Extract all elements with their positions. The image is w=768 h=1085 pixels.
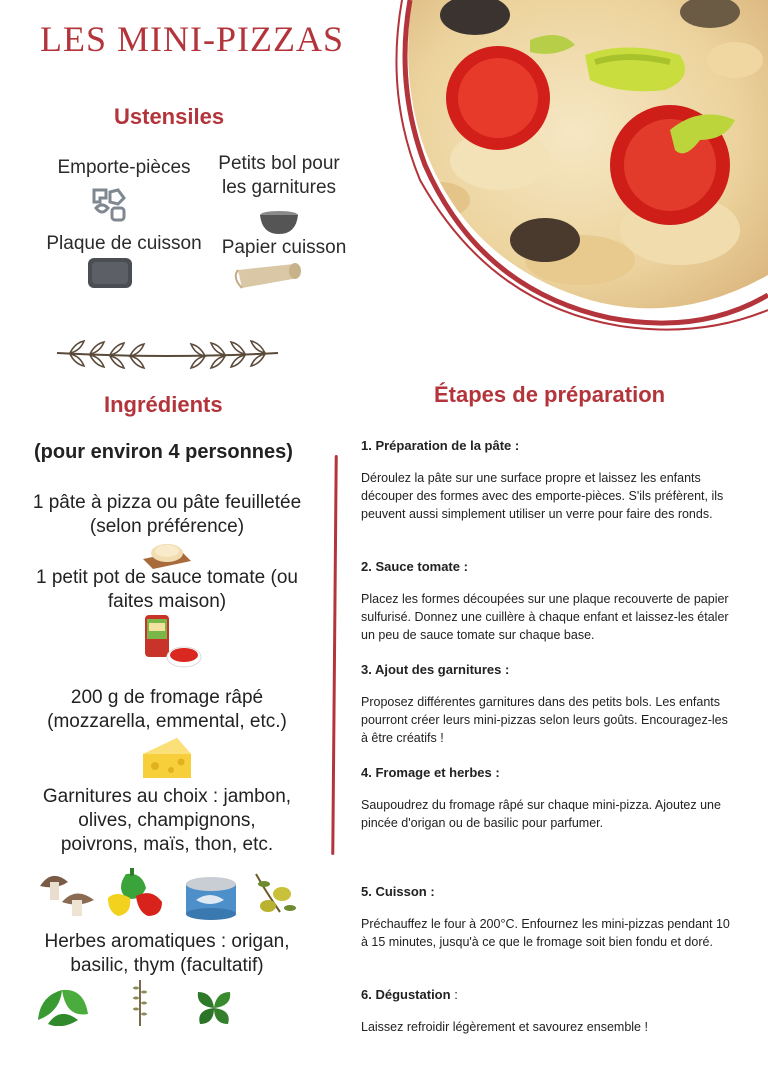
- ingredient-herbs: Herbes aromatiques : origan, basilic, thym (facultatif): [44, 931, 290, 976]
- ingredient-tomato-sauce: 1 petit pot de sauce tomate (ou faites maison): [36, 567, 298, 612]
- pizza-photo: [380, 0, 768, 335]
- tomato-sauce-icon: [142, 613, 204, 671]
- ustensiles-title: Ustensiles: [114, 104, 225, 129]
- step-6-title-suffix: :: [450, 987, 458, 1002]
- laurel-branch-divider: [55, 335, 280, 371]
- step-1-text: Déroulez la pâte sur une surface propre et laissez les enfants découper des formes avec des emporte-pièces. S'ils préfèrent, ils peuvent aussi simplement utiliser un verre pour faire des ronds.: [361, 471, 724, 521]
- basil-icon: [34, 984, 92, 1026]
- step-2: [361, 559, 731, 644]
- steps-title: Étapes de préparation: [434, 382, 666, 407]
- step-3: [361, 662, 731, 747]
- ingredient-toppings: Garnitures au choix : jambon, olives, champignons, poivrons, maïs, thon, etc.: [42, 786, 292, 855]
- parchment-roll-icon: [232, 260, 304, 290]
- tool-label-baking-tray: Plaque de cuisson: [46, 233, 202, 254]
- column-divider: [331, 455, 337, 855]
- page-title: LES MINI-PIZZAS: [40, 19, 344, 59]
- step-1: [361, 438, 731, 523]
- step-5-text: Préchauffez le four à 200°C. Enfournez les mini-pizzas pendant 10 à 15 minutes, jusqu'à ce que le fromage soit bien fondu et doré.: [361, 917, 730, 949]
- baking-tray-icon: [87, 257, 133, 289]
- tuna-can-icon: [184, 876, 238, 920]
- step-4-text: Saupoudrez du fromage râpé sur chaque mini-pizza. Ajoutez une pincée d'origan ou de basilic pour parfumer.: [361, 798, 721, 830]
- step-6-text: Laissez refroidir légèrement et savourez ensemble !: [361, 1020, 648, 1034]
- step-1-title: 1. Préparation de la pâte :: [361, 438, 520, 453]
- step-3-title: 3. Ajout des garnitures :: [361, 662, 510, 677]
- tool-label-cookie-cutters: Emporte-pièces: [57, 157, 191, 178]
- mushroom-icon: [38, 868, 98, 918]
- cheese-icon: [141, 736, 193, 784]
- cookie-cutters-icon: [90, 186, 128, 224]
- step-2-text: Placez les formes découpées sur une plaque recouverte de papier sulfurisé. Donnez une cuillère à chaque enfant et laissez-les étaler un peu de sauce tomate sur chaque base.: [361, 592, 729, 642]
- ingredient-cheese: 200 g de fromage râpé (mozzarella, emmental, etc.): [47, 687, 287, 732]
- olive-icon: [250, 872, 300, 918]
- bowl-icon: [259, 210, 299, 236]
- step-3-text: Proposez différentes garnitures dans des petits bols. Les enfants pourront créer leurs mini-pizzas selon leurs goûts. Encouragez-les à être créatifs !: [361, 695, 728, 745]
- thyme-icon: [128, 978, 152, 1028]
- tool-label-parchment: Papier cuisson: [221, 237, 347, 258]
- ingredients-title: Ingrédients: [104, 392, 223, 417]
- tool-label-bowls: Petits bol pour les garnitures: [218, 153, 340, 198]
- ingredient-dough: 1 pâte à pizza ou pâte feuilletée (selon préférence): [32, 492, 302, 537]
- ingredients-subtitle: (pour environ 4 personnes): [34, 441, 293, 463]
- step-6: [361, 987, 731, 1036]
- step-6-title: 6. Dégustation: [361, 987, 451, 1002]
- step-4-title: 4. Fromage et herbes :: [361, 765, 500, 780]
- step-4: [361, 765, 731, 832]
- step-5: [361, 884, 731, 951]
- step-5-title: 5. Cuisson :: [361, 884, 435, 899]
- step-2-title: 2. Sauce tomate :: [361, 559, 468, 574]
- oregano-icon: [192, 986, 236, 1028]
- dough-icon: [141, 539, 193, 569]
- pepper-icon: [106, 868, 168, 918]
